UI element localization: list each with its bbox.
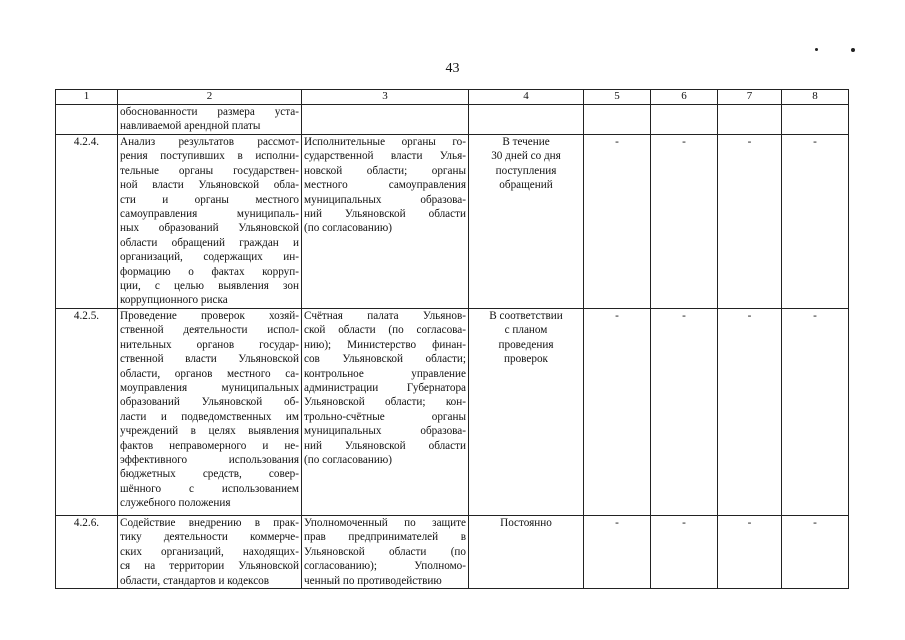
header-row xyxy=(56,90,849,105)
desc-line: ственной деятельности испол- xyxy=(120,324,299,337)
indicator-cell-c7: - xyxy=(718,308,782,515)
desc-line: фактов неправомерного и не- xyxy=(120,439,299,452)
item-number-cell xyxy=(56,105,118,135)
deadline-cell xyxy=(469,135,584,309)
item-number-cell: 4.2.6. xyxy=(56,515,118,588)
desc-line: Анализ результатов рассмот- xyxy=(120,136,299,148)
desc-line: ной власти Ульяновской обла- xyxy=(120,179,299,192)
term-line: Постоянно xyxy=(500,516,552,529)
desc-line: рения поступивших в исполни- xyxy=(120,150,299,163)
desc-line: самоуправления муниципаль- xyxy=(120,208,299,221)
table-row xyxy=(56,135,849,309)
desc-line: ласти и подведомственных им xyxy=(120,410,299,423)
exec-line: муниципальных образова- xyxy=(304,425,466,438)
term-line: поступления xyxy=(495,164,557,177)
header-cell-5: 5 xyxy=(584,90,651,105)
desc-line: области обращений граждан и xyxy=(120,236,299,249)
table-row xyxy=(56,308,849,515)
desc-line: ных образований Ульяновской xyxy=(120,222,299,235)
exec-line: прав предпринимателей в xyxy=(304,531,466,544)
desc-line: Содействие внедрению в прак- xyxy=(120,516,299,529)
desc-line: учреждений в целях выявления xyxy=(120,425,299,438)
desc-line: шённого с использованием xyxy=(120,482,299,495)
desc-line: ся на территории Ульяновской xyxy=(120,560,299,573)
indicator-cell-c6: - xyxy=(651,308,718,515)
desc-line: ских организаций, находящих- xyxy=(120,545,299,558)
header-cell-3: 3 xyxy=(302,90,469,105)
desc-line: Проведение проверок хозяй- xyxy=(120,309,299,322)
exec-line: Счётная палата Ульянов- xyxy=(304,309,466,322)
deadline-cell xyxy=(469,515,584,588)
scan-speck-1 xyxy=(815,48,818,51)
exec-line: трольно-счётные органы xyxy=(304,410,466,423)
desc-line: организаций, содержащих ин- xyxy=(120,251,299,264)
indicator-cell-c7: - xyxy=(718,135,782,309)
indicator-cell-c6: - xyxy=(651,135,718,309)
exec-line: нию); Министерство финан- xyxy=(304,338,466,351)
term-line: проверок xyxy=(504,353,548,366)
desc-line: образований Ульяновской об- xyxy=(120,396,299,409)
measure-description-cell xyxy=(118,515,302,588)
item-number-cell: 4.2.4. xyxy=(56,135,118,309)
table-row xyxy=(56,515,849,588)
indicator-cell-c5 xyxy=(584,105,651,135)
item-number-cell: 4.2.5. xyxy=(56,308,118,515)
desc-line: формацию о фактах корруп- xyxy=(120,265,299,278)
header-cell-8: 8 xyxy=(782,90,849,105)
measure-description-cell xyxy=(118,308,302,515)
desc-line: моуправления муниципальных xyxy=(120,381,299,394)
exec-line: Ульяновской области; кон- xyxy=(304,396,466,409)
scan-speck-2 xyxy=(851,48,855,52)
executors-cell xyxy=(302,515,469,588)
header-cell-4: 4 xyxy=(469,90,584,105)
term-line: с планом xyxy=(504,324,548,337)
term-line: В соответствии xyxy=(489,309,563,322)
exec-line: новской области; органы xyxy=(304,164,466,177)
indicator-cell-c8: - xyxy=(782,135,849,309)
exec-line: контрольное управление xyxy=(304,367,466,380)
exec-line: (по согласованию) xyxy=(304,222,392,235)
indicator-cell-c5: - xyxy=(584,308,651,515)
exec-line: согласованию); Уполномо- xyxy=(304,560,466,573)
exec-line: ченный по противодействию xyxy=(304,574,442,587)
executors-cell xyxy=(302,135,469,309)
executors-cell xyxy=(302,308,469,515)
desc-line: обоснованности размера уста- xyxy=(120,106,299,118)
indicator-cell-c5: - xyxy=(584,135,651,309)
page-number: 43 xyxy=(445,61,460,76)
exec-line: ской области (по согласова- xyxy=(304,324,466,337)
header-cell-6: 6 xyxy=(651,90,718,105)
term-line: 30 дней со дня xyxy=(491,150,561,163)
term-line: проведения xyxy=(498,338,554,351)
desc-line: области, органов местного са- xyxy=(120,367,299,380)
desc-line: сти и органы местного xyxy=(120,193,299,206)
exec-line: муниципальных образова- xyxy=(304,193,466,206)
indicator-cell-c8: - xyxy=(782,515,849,588)
exec-line: ний Ульяновской области xyxy=(304,439,466,452)
deadline-cell xyxy=(469,308,584,515)
indicator-cell-c6 xyxy=(651,105,718,135)
measure-description-cell xyxy=(118,135,302,309)
desc-line: тельные органы государствен- xyxy=(120,164,299,177)
exec-line: (по согласованию) xyxy=(304,453,392,466)
plan-table xyxy=(55,89,849,589)
exec-line: Ульяновской области (по xyxy=(304,545,466,558)
indicator-cell-c6: - xyxy=(651,515,718,588)
header-cell-2: 2 xyxy=(118,90,302,105)
exec-line: сов Ульяновской области; xyxy=(304,353,466,366)
desc-line: эффективного использования xyxy=(120,453,299,466)
term-line: обращений xyxy=(499,179,553,192)
desc-line: тику деятельности коммерче- xyxy=(120,531,299,544)
exec-line: ний Ульяновской области xyxy=(304,208,466,221)
measure-description-cell xyxy=(118,105,302,135)
desc-line: бюджетных средств, совер- xyxy=(120,468,299,481)
executors-cell xyxy=(302,105,469,135)
desc-line: области, стандартов и кодексов xyxy=(120,574,270,587)
indicator-cell-c7: - xyxy=(718,515,782,588)
desc-line: служебного положения xyxy=(120,497,231,510)
desc-line: ственной власти Ульяновской xyxy=(120,353,299,366)
indicator-cell-c5: - xyxy=(584,515,651,588)
desc-line: нительных органов государ- xyxy=(120,338,299,351)
header-cell-1: 1 xyxy=(56,90,118,105)
table-row xyxy=(56,105,849,135)
header-cell-7: 7 xyxy=(718,90,782,105)
exec-line: Уполномоченный по защите xyxy=(304,516,466,529)
desc-line: ции, с целью выявления зон xyxy=(120,280,299,293)
exec-line: Исполнительные органы го- xyxy=(304,136,466,148)
indicator-cell-c7 xyxy=(718,105,782,135)
term-line: В течение xyxy=(502,136,550,148)
desc-line: коррупционного риска xyxy=(120,294,228,307)
exec-line: местного самоуправления xyxy=(304,179,466,192)
desc-line: навливаемой арендной платы xyxy=(120,120,261,133)
deadline-cell xyxy=(469,105,584,135)
exec-line: сударственной власти Улья- xyxy=(304,150,466,163)
exec-line: администрации Губернатора xyxy=(304,381,466,394)
indicator-cell-c8 xyxy=(782,105,849,135)
indicator-cell-c8: - xyxy=(782,308,849,515)
